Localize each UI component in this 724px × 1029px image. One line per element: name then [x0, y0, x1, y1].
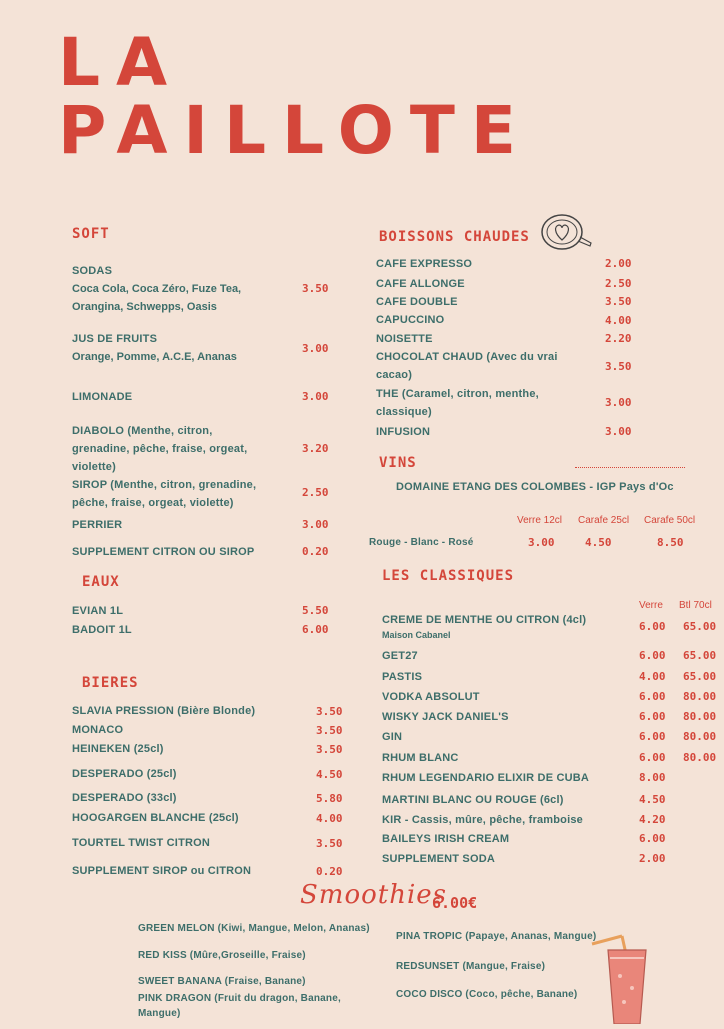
biere-price: 0.20 [316, 865, 343, 878]
classique-name: WISKY JACK DANIEL'S [382, 711, 509, 723]
classique-verre: 6.00 [639, 730, 666, 743]
classique-name: MARTINI BLANC OU ROUGE (6cl) [382, 794, 564, 806]
sodas-price: 3.50 [302, 282, 329, 295]
vins-col-carafe50: Carafe 50cl [644, 515, 696, 526]
classique-btl: 65.00 [683, 649, 717, 662]
jus-desc: Orange, Pomme, A.C.E, Ananas [72, 351, 237, 363]
title-line-1: LA [58, 24, 184, 101]
jus-price: 3.00 [302, 342, 329, 355]
classique-verre: 2.00 [639, 852, 666, 865]
classique-verre: 8.00 [639, 771, 666, 784]
eaux-item-price: 5.50 [302, 604, 329, 617]
biere-name: TOURTEL TWIST CITRON [72, 837, 211, 849]
classique-verre: 4.20 [639, 813, 666, 826]
vins-domaine: DOMAINE ETANG DES COLOMBES - IGP Pays d'Oc [396, 481, 674, 493]
supplement-label: SUPPLEMENT CITRON OU SIROP [72, 546, 255, 558]
jus-label: JUS DE FRUITS [72, 333, 158, 345]
eaux-heading: EAUX [82, 574, 120, 590]
classique-btl: 80.00 [683, 751, 717, 764]
chaudes-heading: BOISSONS CHAUDES [379, 229, 530, 245]
diabolo-label: DIABOLO (Menthe, citron, grenadine, pêche, fraise, orgeat, violette) [72, 425, 248, 473]
sirop-label: SIROP (Menthe, citron, grenadine, pêche, fraise, orgeat, violette) [72, 479, 257, 509]
sirop-price: 2.50 [302, 486, 329, 499]
perrier-label: PERRIER [72, 519, 123, 531]
classique-name: CREME DE MENTHE OU CITRON (4cl) [382, 614, 587, 626]
title-line-2: PAILLOTE [58, 92, 532, 169]
biere-name: MONACO [72, 724, 124, 736]
classique-name: VODKA ABSOLUT [382, 691, 480, 703]
classique-verre: 6.00 [639, 751, 666, 764]
classique-btl: 65.00 [683, 670, 717, 683]
biere-price: 4.50 [316, 768, 343, 781]
classiques-col-verre: Verre [639, 600, 663, 611]
sodas-desc: Coca Cola, Coca Zéro, Fuze Tea, Orangina, Schwepps, Oasis [72, 283, 242, 313]
limonade-label: LIMONADE [72, 391, 133, 403]
divider [575, 467, 685, 468]
chaude-name: CAFE ALLONGE [376, 278, 465, 290]
chaude-price: 2.20 [605, 332, 632, 345]
eaux-item-price: 6.00 [302, 623, 329, 636]
chaude-price: 3.00 [605, 396, 632, 409]
classique-verre: 6.00 [639, 620, 666, 633]
vins-heading: VINS [379, 455, 417, 471]
vins-col-carafe25: Carafe 25cl [578, 515, 630, 526]
chaude-name: CHOCOLAT CHAUD (Avec du vrai cacao) [376, 351, 558, 381]
eaux-item-name: BADOIT 1L [72, 624, 132, 636]
biere-name: HOOGARGEN BLANCHE (25cl) [72, 812, 239, 824]
chaude-name: CAFE DOUBLE [376, 296, 458, 308]
classique-btl: 80.00 [683, 690, 717, 703]
classique-name: BAILEYS IRISH CREAM [382, 833, 510, 845]
smoothie-item: REDSUNSET (Mangue, Fraise) [396, 961, 546, 972]
biere-name: SUPPLEMENT SIROP ou CITRON [72, 865, 252, 877]
classiques-heading: LES CLASSIQUES [382, 568, 515, 584]
classique-verre: 6.00 [639, 710, 666, 723]
limonade-price: 3.00 [302, 390, 329, 403]
vins-carafe50-price: 8.50 [657, 536, 684, 549]
classiques-col-btl: Btl 70cl [679, 600, 712, 611]
chaude-name: NOISETTE [376, 333, 433, 345]
bieres-heading: BIERES [82, 675, 139, 691]
eaux-item-name: EVIAN 1L [72, 605, 124, 617]
biere-price: 3.50 [316, 743, 343, 756]
chaude-price: 2.50 [605, 277, 632, 290]
biere-price: 3.50 [316, 837, 343, 850]
smoothies-price: 6.00€ [432, 894, 478, 912]
chaude-price: 3.00 [605, 425, 632, 438]
smoothie-item: COCO DISCO (Coco, pêche, Banane) [396, 989, 578, 1000]
chaude-name: CAPUCCINO [376, 314, 445, 326]
smoothie-item: PINA TROPIC (Papaye, Ananas, Mangue) [396, 931, 597, 942]
chaude-price: 2.00 [605, 257, 632, 270]
vins-carafe25-price: 4.50 [585, 536, 612, 549]
classique-verre: 4.50 [639, 793, 666, 806]
classique-name: KIR - Cassis, mûre, pêche, framboise [382, 814, 583, 826]
chaude-name: INFUSION [376, 426, 431, 438]
biere-price: 3.50 [316, 724, 343, 737]
classique-name: RHUM BLANC [382, 752, 459, 764]
vins-verre-price: 3.00 [528, 536, 555, 549]
chaude-name: THE (Caramel, citron, menthe, classique) [376, 388, 539, 418]
chaude-name: CAFE EXPRESSO [376, 258, 473, 270]
latte-art-cup-icon [540, 213, 592, 251]
sodas-label: SODAS [72, 265, 113, 277]
classique-verre: 6.00 [639, 832, 666, 845]
classique-btl: 65.00 [683, 620, 717, 633]
chaude-price: 4.00 [605, 314, 632, 327]
classique-btl: 80.00 [683, 730, 717, 743]
classique-name: SUPPLEMENT SODA [382, 853, 496, 865]
classique-verre: 6.00 [639, 649, 666, 662]
smoothie-item: RED KISS (Mûre,Groseille, Fraise) [138, 950, 306, 961]
classique-btl: 80.00 [683, 710, 717, 723]
classique-name: PASTIS [382, 671, 423, 683]
vins-row-label: Rouge - Blanc - Rosé [369, 537, 474, 548]
biere-price: 4.00 [316, 812, 343, 825]
supplement-price: 0.20 [302, 545, 329, 558]
smoothie-glass-icon [588, 932, 652, 1024]
classique-verre: 6.00 [639, 690, 666, 703]
chaude-price: 3.50 [605, 360, 632, 373]
classique-name: GIN [382, 731, 403, 743]
biere-name: SLAVIA PRESSION (Bière Blonde) [72, 705, 256, 717]
soft-heading: SOFT [72, 226, 110, 242]
smoothie-item: GREEN MELON (Kiwi, Mangue, Melon, Ananas) [138, 923, 370, 934]
classique-name: RHUM LEGENDARIO ELIXIR DE CUBA [382, 772, 590, 784]
chaude-price: 3.50 [605, 295, 632, 308]
biere-name: DESPERADO (33cl) [72, 792, 177, 804]
classique-sub: Maison Cabanel [382, 630, 451, 640]
classique-verre: 4.00 [639, 670, 666, 683]
vins-col-verre: Verre 12cl [517, 515, 563, 526]
smoothies-heading: Smoothies [300, 880, 448, 910]
biere-price: 3.50 [316, 705, 343, 718]
biere-price: 5.80 [316, 792, 343, 805]
biere-name: HEINEKEN (25cl) [72, 743, 164, 755]
smoothie-item: PINK DRAGON (Fruit du dragon, Banane, Mangue) [138, 993, 341, 1019]
classique-name: GET27 [382, 650, 418, 662]
biere-name: DESPERADO (25cl) [72, 768, 177, 780]
diabolo-price: 3.20 [302, 442, 329, 455]
perrier-price: 3.00 [302, 518, 329, 531]
smoothie-item: SWEET BANANA (Fraise, Banane) [138, 976, 306, 987]
